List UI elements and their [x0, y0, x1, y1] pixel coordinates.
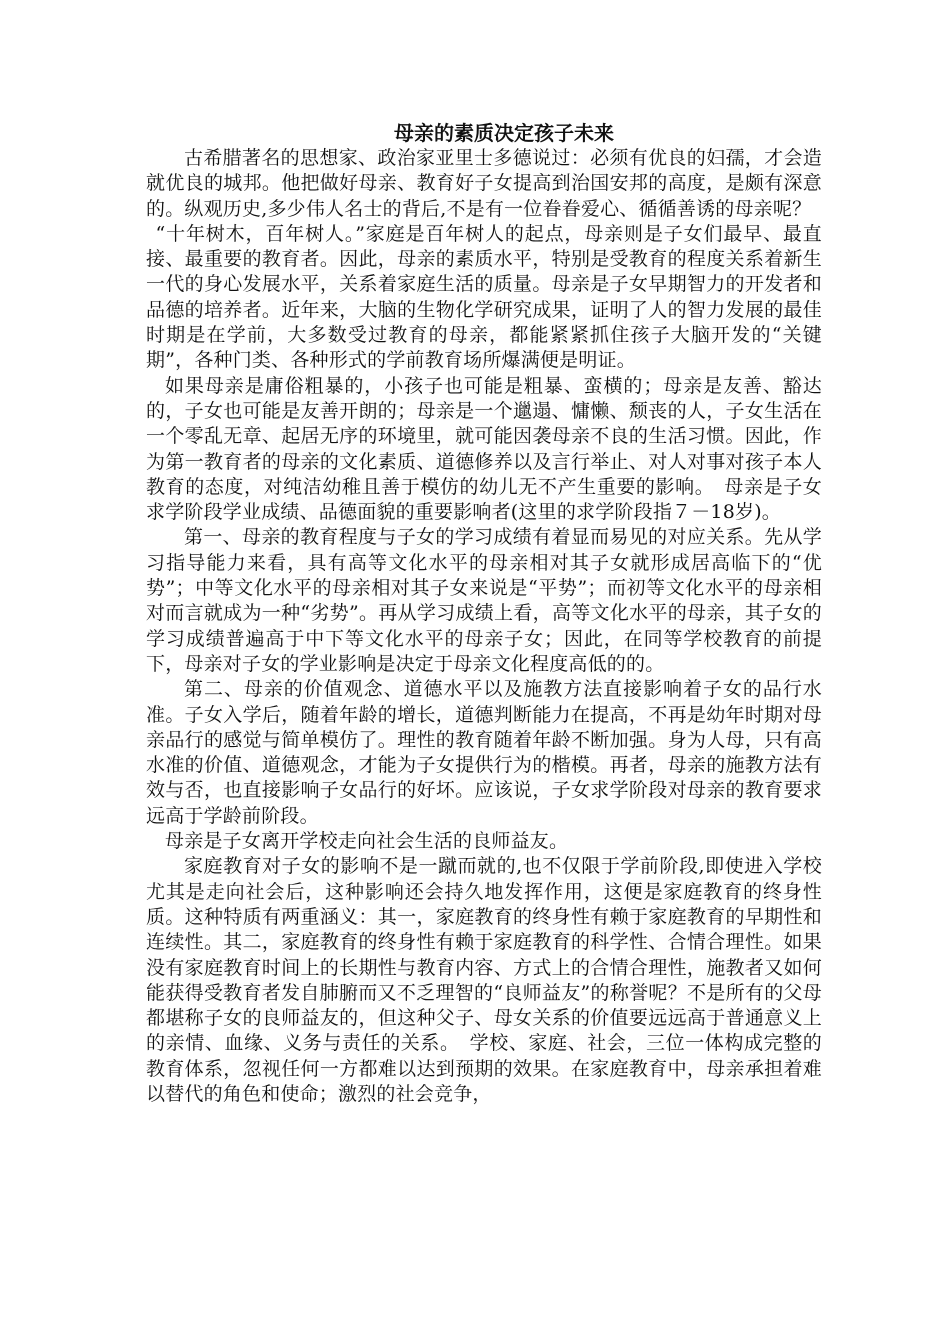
paragraph: 如果母亲是庸俗粗暴的，小孩子也可能是粗暴、蛮横的；母亲是友善、豁达的，子女也可能是友善开朗的；母亲是一个邋遢、慵懒、颓丧的人，子女生活在一个零乱无章、起居无序的环境里，就可能因袭母亲不良的生活习惯。因此，作为第一教育者的母亲的文化素质、道德修养以及言行举止、对人对事对孩子本人教育的态度，对纯洁幼稚且善于模仿的幼儿无不产生重要的影响。 母亲是子女求学阶段学业成绩、品德面貌的重要影响者(这里的求学阶段指７－18岁)。: [146, 374, 822, 524]
document-page: [146, 120, 822, 1107]
paragraph: 第一、母亲的教育程度与子女的学习成绩有着显而易见的对应关系。先从学习指导能力来看，具有高等文化水平的母亲相对其子女就形成居高临下的“优势”；中等文化水平的母亲相对其子女来说是“平势”；而初等文化水平的母亲相对而言就成为一种“劣势”。再从学习成绩上看，高等文化水平的母亲，其子女的学习成绩普遍高于中下等文化水平的母亲子女；因此，在同等学校教育的前提下，母亲对子女的学业影响是决定于母亲文化程度高低的的。: [146, 526, 822, 675]
paragraph: 第二、母亲的价值观念、道德水平以及施教方法直接影响着子女的品行水准。子女入学后，随着年龄的增长，道德判断能力在提高，不再是幼年时期对母亲品行的感觉与简单模仿了。理性的教育随着年龄不断加强。身为人母，只有高水准的价值、道德观念，才能为子女提供行为的楷模。再者，母亲的施教方法有效与否，也直接影响子女品行的好坏。应该说，子女求学阶段对母亲的教育要求远高于学龄前阶段。: [146, 678, 822, 827]
paragraph: 古希腊著名的思想家、政治家亚里士多德说过：必须有优良的妇孺，才会造就优良的城邦。他把做好母亲、教育好子女提高到治国安邦的高度，是颇有深意的。纵观历史,多少伟人名士的背后,不是有一位眷眷爱心、循循善诱的母亲呢？: [146, 147, 822, 220]
document-body: [146, 146, 822, 1107]
document-title: 母亲的素质决定孩子未来: [394, 121, 614, 145]
paragraph: “十年树木，百年树人。”家庭是百年树人的起点，母亲则是子女们最早、最直接、最重要的教育者。因此，母亲的素质水平，特别是受教育的程度关系着新生一代的身心发展水平，关系着家庭生活的质量。母亲是子女早期智力的开发者和品德的培养者。近年来，大脑的生物化学研究成果，证明了人的智力发展的最佳时期是在学前，大多数受过教育的母亲，都能紧紧抓住孩子大脑开发的“关键期”，各种门类、各种形式的学前教育场所爆满便是明证。: [146, 222, 822, 372]
paragraph: 母亲是子女离开学校走向社会生活的良师益友。: [165, 830, 569, 853]
paragraph: 家庭教育对子女的影响不是一蹴而就的,也不仅限于学前阶段,即使进入学校尤其是走向社会后，这种影响还会持久地发挥作用，这便是家庭教育的终身性质。这种特质有两重涵义：其一，家庭教育的终身性有赖于家庭教育的早期性和连续性。其二，家庭教育的终身性有赖于家庭教育的科学性、合情合理性。如果没有家庭教育时间上的长期性与教育内容、方式上的合情合理性，施教者又如何能获得受教育者发自肺腑而又不乏理智的“良师益友”的称誉呢？不是所有的父母都堪称子女的良师益友的，但这种父子、母女关系的价值要远远高于普通意义上的亲情、血缘、义务与责任的关系。 学校、家庭、社会，三位一体构成完整的教育体系，忽视任何一方都难以达到预期的效果。在家庭教育中，母亲承担着难以替代的角色和使命；激烈的社会竞争，: [146, 855, 822, 1105]
